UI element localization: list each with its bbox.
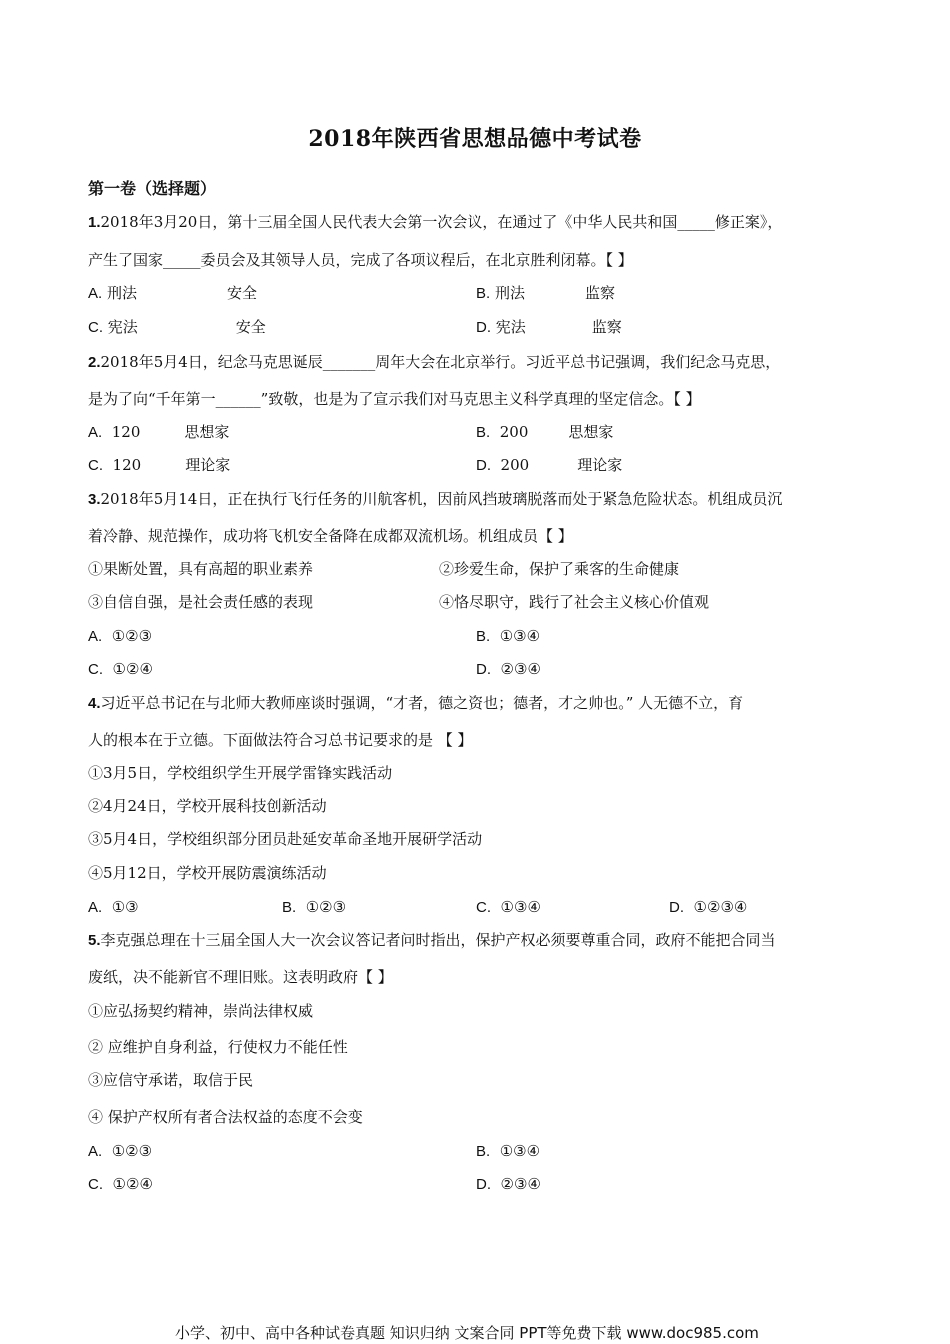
question-5-item-2: ② 应维护自身利益，行使权力不能任性 [88, 1038, 348, 1056]
question-1-line-2: 产生了国家_____委员会及其领导人员，完成了各项议程后，在北京胜利闭幕。【 】 [88, 251, 633, 269]
question-3-option-a: A. ①②③ [88, 627, 153, 645]
question-1-number: 1. [88, 214, 101, 231]
question-2-line-1: 2.2018年5月4日，纪念马克思诞辰_______周年大会在北京举行。习近平总书记强调，我们纪念马克思， [88, 353, 781, 371]
question-2-option-d: D. 200 理论家 [476, 456, 623, 474]
question-2-option-c: C. 120 理论家 [88, 456, 231, 474]
question-4-option-b: B. ①②③ [282, 898, 347, 916]
question-4-option-c: C. ①③④ [476, 898, 541, 916]
question-1-option-a: A. 刑法 安全 [88, 284, 257, 302]
question-3-item-4: ④恪尽职守，践行了社会主义核心价值观 [439, 593, 710, 611]
question-4-line-1: 4.习近平总书记在与北师大教师座谈时强调，“才者，德之资也；德者，才之帅也。” 人无德不立，育 [88, 694, 744, 712]
question-5-line-1: 5.李克强总理在十三届全国人大一次会议答记者问时指出，保护产权必须要尊重合同，政府不能把合同当 [88, 931, 776, 949]
question-3-option-b: B. ①③④ [476, 627, 541, 645]
question-4-number: 4. [88, 695, 101, 712]
question-1-line-1: 1.2018年3月20日，第十三届全国人民代表大会第一次会议，在通过了《中华人民共和国_____修正案》， [88, 213, 783, 231]
question-5-option-a: A. ①②③ [88, 1142, 153, 1160]
question-4-item-2: ②4月24日，学校开展科技创新活动 [88, 797, 327, 815]
question-4-item-4: ④5月12日，学校开展防震演练活动 [88, 864, 327, 882]
question-2-option-a: A. 120 思想家 [88, 423, 230, 441]
question-4-item-1: ①3月5日，学校组织学生开展学雷锋实践活动 [88, 764, 393, 782]
question-5-number: 5. [88, 932, 101, 949]
question-3-number: 3. [88, 491, 101, 508]
question-5-item-1: ①应弘扬契约精神，崇尚法律权威 [88, 1002, 314, 1020]
question-2-number: 2. [88, 354, 101, 371]
question-3-line-2: 着冷静、规范操作，成功将飞机安全备降在成都双流机场。机组成员【 】 [88, 527, 573, 545]
question-5-item-4: ④ 保护产权所有者合法权益的态度不会变 [88, 1108, 363, 1126]
question-3-option-d: D. ②③④ [476, 660, 541, 678]
question-5-option-b: B. ①③④ [476, 1142, 541, 1160]
question-5-item-3: ③应信守承诺，取信于民 [88, 1071, 254, 1089]
footer-download-note: 小学、初中、高中各种试卷真题 知识归纳 文案合同 PPT等免费下载 www.doc985.com [175, 1324, 759, 1342]
question-2-line-2: 是为了向“千年第一______”致敬，也是为了宣示我们对马克思主义科学真理的坚定信念。【 】 [88, 390, 701, 408]
question-1-option-d: D. 宪法 监察 [476, 318, 622, 336]
question-1-option-b: B. 刑法 监察 [476, 284, 615, 302]
question-4-item-3: ③5月4日，学校组织部分团员赴延安革命圣地开展研学活动 [88, 830, 483, 848]
section-heading: 第一卷（选择题） [88, 179, 217, 198]
question-2-option-b: B. 200 思想家 [476, 423, 614, 441]
question-3-item-1: ①果断处置，具有高超的职业素养 [88, 560, 314, 578]
question-3-item-2: ②珍爱生命，保护了乘客的生命健康 [439, 560, 680, 578]
question-5-option-c: C. ①②④ [88, 1175, 153, 1193]
question-4-option-a: A. ①③ [88, 898, 139, 916]
question-1-option-c: C. 宪法 安全 [88, 318, 266, 336]
question-5-option-d: D. ②③④ [476, 1175, 541, 1193]
question-4-line-2: 人的根本在于立德。下面做法符合习总书记要求的是 【 】 [88, 731, 473, 749]
page-title: 2018年陕西省思想品德中考试卷 [308, 126, 642, 152]
question-3-item-3: ③自信自强，是社会责任感的表现 [88, 593, 314, 611]
question-3-line-1: 3.2018年5月14日，正在执行飞行任务的川航客机，因前风挡玻璃脱落而处于紧急危险状态。机组成员沉 [88, 490, 783, 508]
question-3-option-c: C. ①②④ [88, 660, 153, 678]
question-4-option-d: D. ①②③④ [669, 898, 748, 916]
question-5-line-2: 废纸，决不能新官不理旧账。这表明政府【 】 [88, 968, 393, 986]
